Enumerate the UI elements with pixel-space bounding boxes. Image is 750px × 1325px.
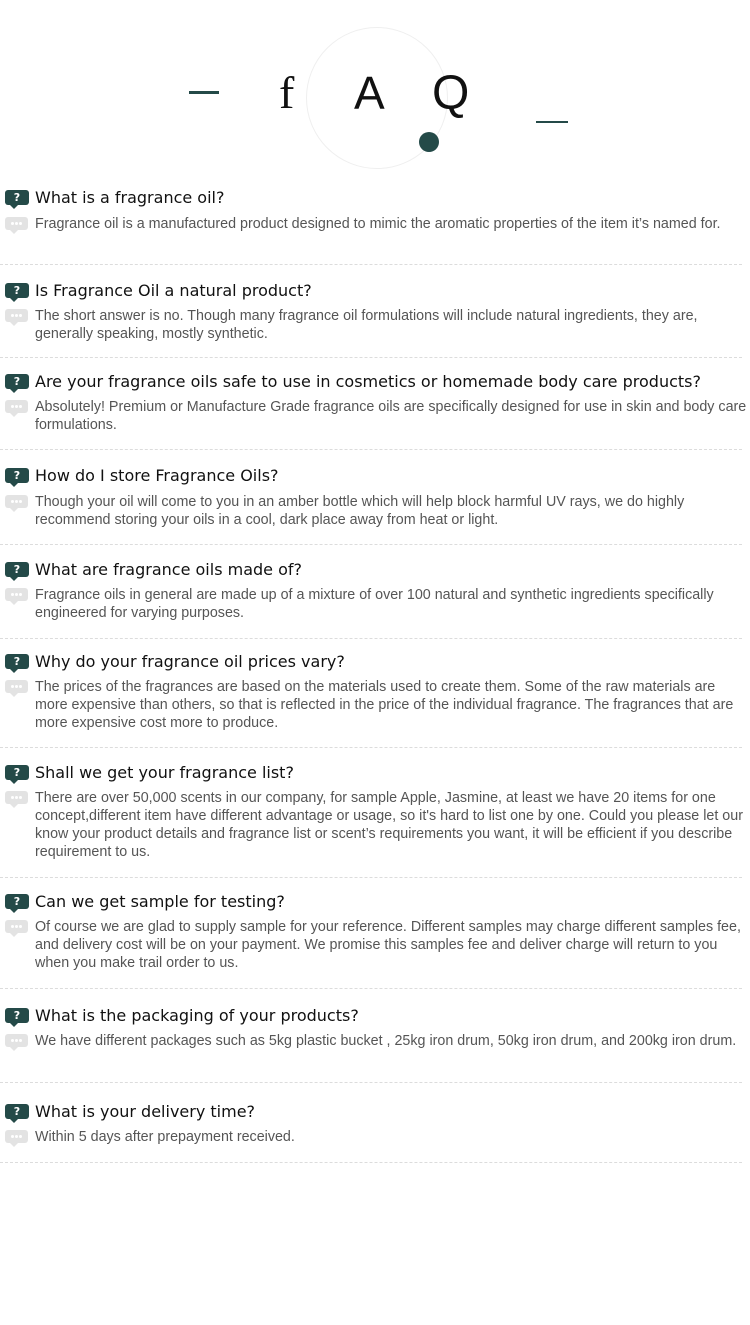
- question-icon: ?: [5, 562, 29, 577]
- faq-answer-text: Fragrance oils in general are made up of a mixture of over 100 natural and synthetic ingredients specifically engineered for varying purposes.: [35, 587, 714, 621]
- answer-icon: [5, 400, 28, 413]
- answer-icon: [5, 1130, 28, 1143]
- faq-question[interactable]: [0, 466, 279, 485]
- question-icon: ?: [5, 190, 29, 205]
- faq-question-text: Shall we get your fragrance list?: [35, 763, 294, 782]
- answer-icon: [5, 495, 28, 508]
- faq-question-text: What is the packaging of your products?: [35, 1006, 359, 1025]
- question-icon: ?: [5, 765, 29, 780]
- faq-question[interactable]: [0, 763, 294, 782]
- header-letter-f: f: [279, 67, 295, 118]
- faq-question[interactable]: [0, 652, 345, 671]
- question-icon: ?: [5, 894, 29, 909]
- faq-divider: [0, 357, 742, 358]
- answer-icon: [5, 680, 28, 693]
- faq-answer-text: The prices of the fragrances are based on the materials used to create them. Some of the raw materials are more expensive than others, so that is reflected in the price of the individual fragrance. The fragrances that are more expensive cost more to produce.: [35, 679, 734, 731]
- faq-question-text: Are your fragrance oils safe to use in cosmetics or homemade body care products?: [35, 372, 701, 391]
- faq-question-text: What is your delivery time?: [35, 1102, 256, 1121]
- answer-icon: [5, 1034, 28, 1047]
- question-icon: ?: [5, 1104, 29, 1119]
- faq-question[interactable]: [0, 1102, 255, 1121]
- faq-question[interactable]: [0, 281, 312, 300]
- faq-question-text: How do I store Fragrance Oils?: [35, 466, 279, 485]
- faq-question[interactable]: [0, 372, 701, 391]
- faq-answer-text: There are over 50,000 scents in our company, for sample Apple, Jasmine, at least we have 20 items for one concept,different item have different advantage or usage, so it's hard to list one by one. Could you please let our know your product details and fragrance list or scent’s requirements you want, it will be efficient if you describe requirement to us.: [35, 790, 743, 860]
- faq-question-text: Can we get sample for testing?: [35, 892, 285, 911]
- faq-answer-text: Within 5 days after prepayment received.: [35, 1129, 295, 1145]
- faq-divider: [0, 988, 742, 989]
- faq-answer-text: Though your oil will come to you in an amber bottle which will help block harmful UV rays, we do highly recommend storing your oils in a cool, dark place away from heat or light.: [35, 494, 685, 528]
- faq-question-text: What are fragrance oils made of?: [35, 560, 302, 579]
- answer-icon: [5, 588, 28, 601]
- question-icon: ?: [5, 1008, 29, 1023]
- faq-divider: [0, 877, 742, 878]
- faq-question[interactable]: [0, 892, 285, 911]
- header-letter-q: Q: [432, 67, 470, 120]
- faq-question-text: Why do your fragrance oil prices vary?: [35, 652, 345, 671]
- faq-question-text: Is Fragrance Oil a natural product?: [35, 281, 312, 300]
- left-dash-decoration: [189, 91, 219, 94]
- faq-header: [0, 0, 750, 180]
- faq-divider: [0, 544, 742, 545]
- faq-question[interactable]: [0, 560, 302, 579]
- header-letter-a: A: [354, 67, 385, 119]
- question-icon: ?: [5, 654, 29, 669]
- faq-answer-text: Of course we are glad to supply sample for your reference. Different samples may charge different samples fee, and delivery cost will be on your payment. We promise this samples fee and deliver charge will return to you when you make trail order to us.: [35, 919, 741, 971]
- right-dash-decoration: [536, 121, 568, 123]
- faq-answer-text: Absolutely! Premium or Manufacture Grade fragrance oils are specifically designed for use in skin and body care formulations.: [35, 399, 747, 433]
- faq-divider: [0, 449, 742, 450]
- answer-icon: [5, 309, 28, 322]
- faq-divider: [0, 1082, 742, 1083]
- answer-icon: [5, 920, 28, 933]
- faq-divider: [0, 638, 742, 639]
- faq-question-text: What is a fragrance oil?: [35, 188, 225, 207]
- faq-divider: [0, 1162, 742, 1163]
- question-icon: ?: [5, 468, 29, 483]
- faq-answer-text: The short answer is no. Though many fragrance oil formulations will include natural ingredients, they are, generally speaking, mostly synthetic.: [35, 308, 698, 342]
- faq-question[interactable]: [0, 1006, 359, 1025]
- header-dot-decoration: [419, 132, 439, 152]
- faq-divider: [0, 264, 742, 265]
- faq-question[interactable]: [0, 188, 224, 207]
- answer-icon: [5, 791, 28, 804]
- faq-answer-text: We have different packages such as 5kg plastic bucket , 25kg iron drum, 50kg iron drum, and 200kg iron drum.: [35, 1033, 737, 1049]
- answer-icon: [5, 217, 28, 230]
- faq-answer-text: Fragrance oil is a manufactured product designed to mimic the aromatic properties of the item it’s named for.: [35, 216, 721, 232]
- question-icon: ?: [5, 374, 29, 389]
- faq-divider: [0, 747, 742, 748]
- question-icon: ?: [5, 283, 29, 298]
